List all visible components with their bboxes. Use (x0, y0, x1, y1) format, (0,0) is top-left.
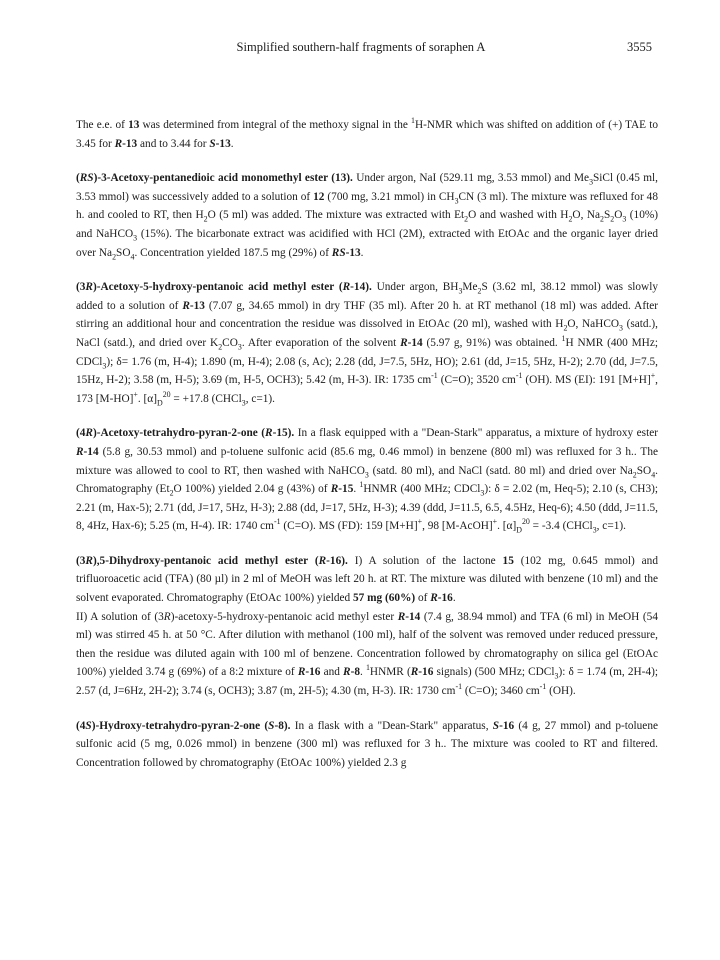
running-head: Simplified southern-half fragments of soraphen A (236, 40, 486, 54)
compound-heading: (4S)-Hydroxy-tetrahydro-pyran-2-one (S-8). (76, 719, 291, 732)
paragraph-compound-r16-method-2: II) A solution of (3R)-acetoxy-5-hydroxy-pentanoic acid methyl ester R-14 (7.4 g, 38.94 mmol) and TFA (6 ml) in MeOH (54 ml) was stirred 45 h. at 50 °C. After dilution with methanol (100 ml), half of the solvent was removed under reduced pressure, then the residue was diluted again with 100 ml of benzene. Concentration followed by chromatography on silica gel (EtOAc 100%) yielded 3.74 g (69%) of a 8:2 mixture of R-16 and R-8. $^1$HNMR (R-16 signals) (500 MHz; CDCl$_3$): δ = 1.74 (m, 2H-4); 2.57 (d, J=6Hz, 2H-2); 3.74 (s, OCH3); 3.87 (m, 2H-5); 4.30 (m, H-3). IR: 1730 $cm^{-1}$ (C=O); 3460 $cm^{-1}$ (OH). (76, 610, 658, 698)
page-header (70, 40, 652, 62)
compound-heading: (3R),5-Dihydroxy-pentanoic acid methyl ester (R-16). (76, 554, 348, 567)
paragraph-compound-r16: (3R),5-Dihydroxy-pentanoic acid methyl ester (R-16). I) A solution of the lactone 15 (102 mg, 0.645 mmol) and trifluoroacetic acid (TFA) (80 µl) in 2 ml of MeOH was left 20 h. at RT. The mixture was diluted with benzene (10 ml) and the solvent evaporated. Chromatography (EtOAc 100%) yielded 57 mg (60%) of R-16. (76, 554, 658, 605)
page-number: 3555 (627, 40, 652, 54)
compound-heading: (3R)-Acetoxy-5-hydroxy-pentanoic acid methyl ester (R-14). (76, 281, 372, 294)
paragraph-compound-13: (RS)-3-Acetoxy-pentanedioic acid monomethyl ester (13). Under argon, NaI (529.11 mg, 3.53 mmol) and $Me_3SiCl$ (0.45 ml, 3.53 mmol) was successively added to a solution of 12 (700 mg, 3.21 mmol) in $CH_3CN$ (3 ml). The mixture was refluxed for 48 h. and cooled to RT, then $H_2O$ (5 ml) was added. The mixture was extracted with $Et_2O$ and washed with $H_2O$, $Na_2S_2O_3$ (10%) and NaHCO$_3$ (15%). The bicarbonate extract was acidified with HCl (2M), extracted with EtOAc and the organic layer dried over $Na_2SO_4$. Concentration yielded 187.5 mg (29%) of RS-13. (76, 172, 659, 261)
compound-heading: (RS)-3-Acetoxy-pentanedioic acid monomethyl ester (13). (76, 172, 353, 185)
paragraph-compound-s8: (4S)-Hydroxy-tetrahydro-pyran-2-one (S-8). In a flask with a "Dean-Stark" apparatus, S-16 (4 g, 27 mmol) and p-toluene sulfonic acid (5 mg, 0.026 mmol) in benzene (300 ml) was refluxed for 3 h.. The mixture was cooled to RT and filtered. Concentration followed by chromatography (EtOAc 100%) yielded 2.3 g (76, 719, 658, 769)
paragraph-ee-determination: The e.e. of 13 was determined from integral of the methoxy signal in the $^1$H-NMR which was shifted on addition of (+) TAE to 3.45 for R-13 and to 3.44 for S-13. (76, 116, 659, 150)
compound-heading: (4R)-Acetoxy-tetrahydro-pyran-2-one (R-15). (76, 427, 295, 440)
paragraph-compound-r15: (4R)-Acetoxy-tetrahydro-pyran-2-one (R-15). In a flask equipped with a "Dean-Stark" apparatus, a mixture of hydroxy ester R-14 (5.8 g, 30.53 mmol) and p-toluene sulfonic acid (85.6 mg, 0.46 mmol) in benzene (800 ml) was refluxed for 3 h.. The mixture was allowed to cool to RT, then washed with NaHCO$_3$ (satd. 80 ml), and NaCl (satd. 80 ml) and dried over $Na_2SO_4$. Chromatography ($Et_2O$ 100%) yielded 2.04 g (43%) of R-15. $^1$HNMR (400 MHz; CDCl$_3$): δ = 2.02 (m, Heq-5); 2.10 (s, CH3); 2.21 (m, Hax-5); 2.71 (dd, J=17, 5Hz, H-3); 2.88 (dd, J=17, 5Hz, H-3); 4.39 (ddd, J=11.5, 6.5, 4.5Hz, Heq-6); 4.50 (ddd, J=11.5, 8, 4Hz, Hax-6); 5.25 (m, H-4). IR: 1740 $cm^{-1}$ (C=O). MS (FD): 159 [M+H]+, 98 [M-AcOH]+. $[\alpha]_D^{20} = -3.4$ (CHCl$_3$, c=1). (76, 427, 659, 535)
article-body (76, 116, 658, 772)
paragraph-compound-r14: (3R)-Acetoxy-5-hydroxy-pentanoic acid methyl ester (R-14). Under argon, $BH_3Me_2S$ (3.62 ml, 38.12 mmol) was slowly added to a solution of R-13 (7.07 g, 34.65 mmol) in dry THF (35 ml). After 20 h. at RT methanol (18 ml) was added. After stirring an additional hour and concentration the residue was dissolved in EtOAc (20 ml), washed with $H_2O$, NaHCO$_3$ (satd.), NaCl (satd.), and dried over $K_2CO_3$. After evaporation of the solvent R-14 (5.97 g, 91%) was obtained. $^1$H NMR (400 MHz; CDCl$_3$); δ= 1.76 (m, H-4); 1.890 (m, H-4); 2.08 (s, Ac); 2.28 (dd, J=7.5, 5Hz, HO); 2.61 (dd, J=15, 5Hz, H-2); 2.70 (dd, J=7.5, 15Hz, H-2); 3.58 (m, H-5); 3.69 (m, H-5, OCH3); 5.42 (m, H-3). IR: 1735 $cm^{-1}$ (C=O); 3520 $cm^{-1}$ (OH). MS (EI): 191 [M+H]+, 173 [M-HO]+. $[\alpha]_D^{20} = +17.8$ (CHCl$_3$, c=1). (76, 281, 658, 407)
